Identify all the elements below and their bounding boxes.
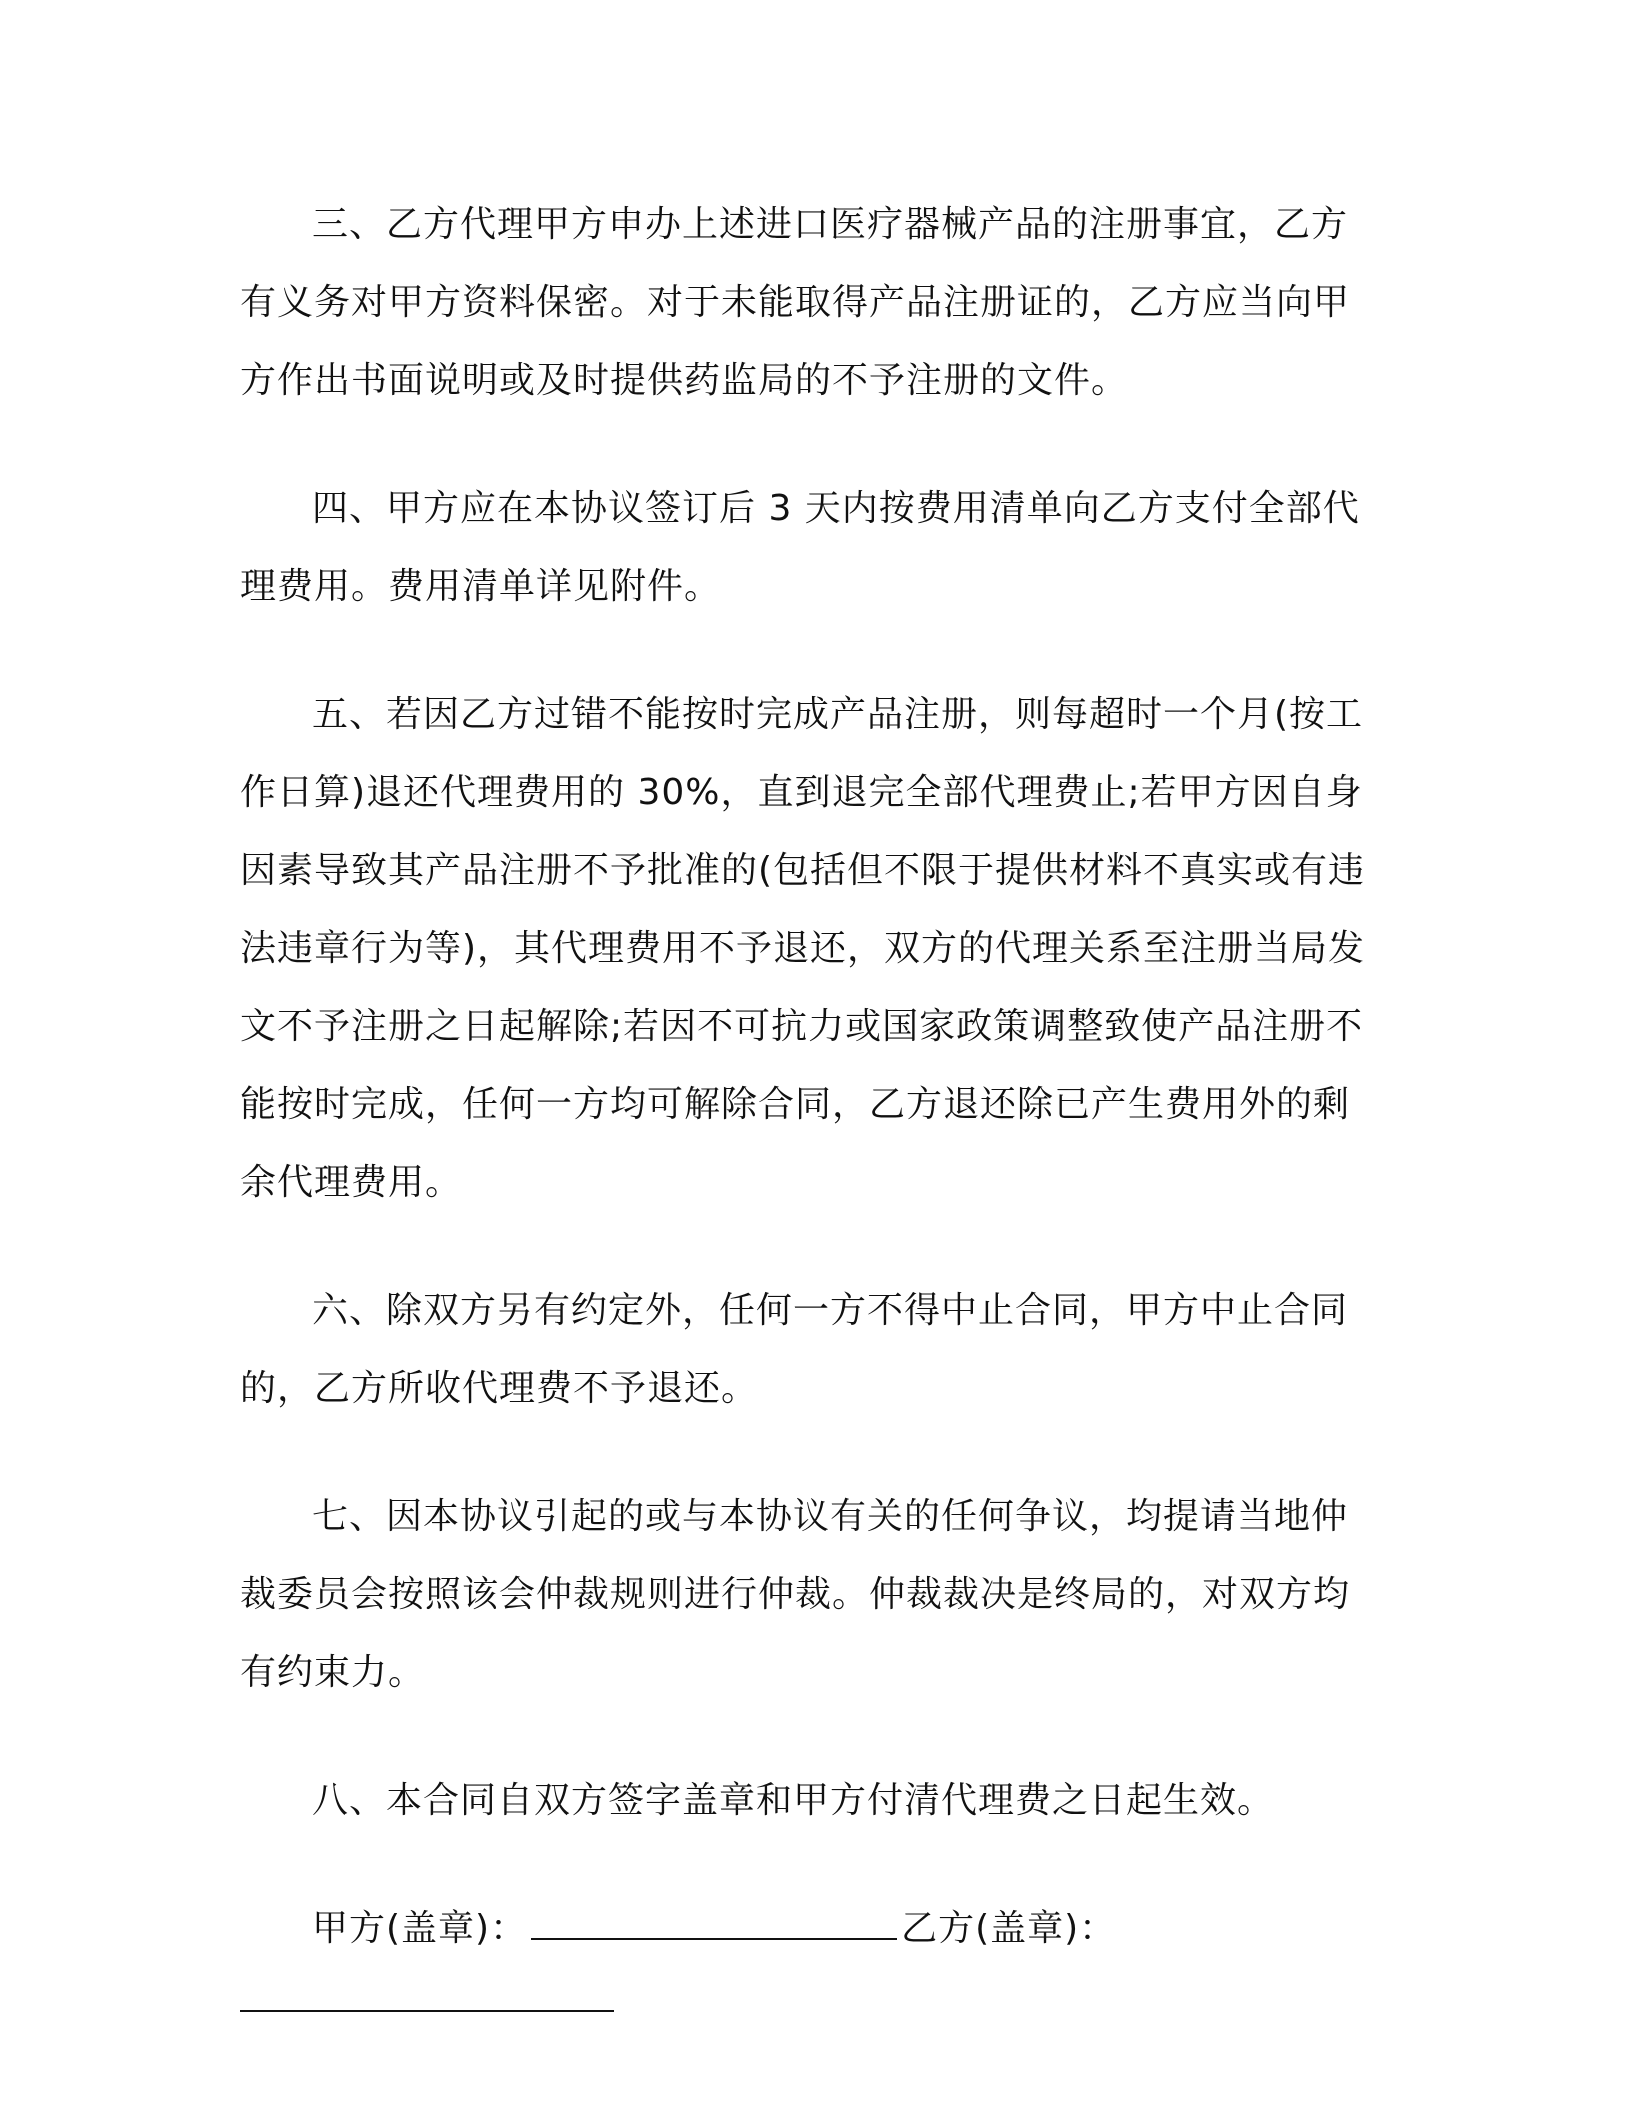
party-a-signature-line <box>531 1938 897 1940</box>
clause-three: 三、乙方代理甲方申办上述进口医疗器械产品的注册事宜，乙方有义务对甲方资料保密。对于未能取得产品注册证的，乙方应当向甲方作出书面说明或及时提供药监局的不予注册的文件。 <box>240 204 1351 401</box>
clause-six: 六、除双方另有约定外，任何一方不得中止合同，甲方中止合同的，乙方所收代理费不予退还。 <box>240 1290 1349 1409</box>
clause-eight: 八、本合同自双方签字盖章和甲方付清代理费之日起生效。 <box>312 1780 1275 1821</box>
contract-body <box>240 186 1380 2046</box>
clause-seven: 七、因本协议引起的或与本协议有关的任何争议，均提请当地仲裁委员会按照该会仲裁规则进行仲裁。仲裁裁决是终局的，对双方均有约束力。 <box>240 1496 1351 1693</box>
signature-block <box>240 1890 1380 2046</box>
party-b-seal-label: 乙方(盖章)： <box>901 1908 1117 1949</box>
signature-second-line <box>240 1968 1380 2046</box>
signature-row <box>240 1890 1380 1968</box>
party-b-signature-line <box>240 2010 614 2012</box>
clause-five: 五、若因乙方过错不能按时完成产品注册，则每超时一个月(按工作日算)退还代理费用的 30%，直到退完全部代理费止;若甲方因自身因素导致其产品注册不予批准的(包括但不限于提供材料不真实或有违法违章行为等)，其代理费用不予退还，双方的代理关系至注册当局发文不予注册之日起解除;若因不可抗力或国家政策调整致使产品注册不能按时完成，任何一方均可解除合同，乙方退还除已产生费用外的剩余代理费用。 <box>240 694 1366 1203</box>
clause-four: 四、甲方应在本协议签订后 3 天内按费用清单向乙方支付全部代理费用。费用清单详见附件。 <box>240 488 1360 607</box>
party-a-seal-label: 甲方(盖章)： <box>312 1908 528 1949</box>
